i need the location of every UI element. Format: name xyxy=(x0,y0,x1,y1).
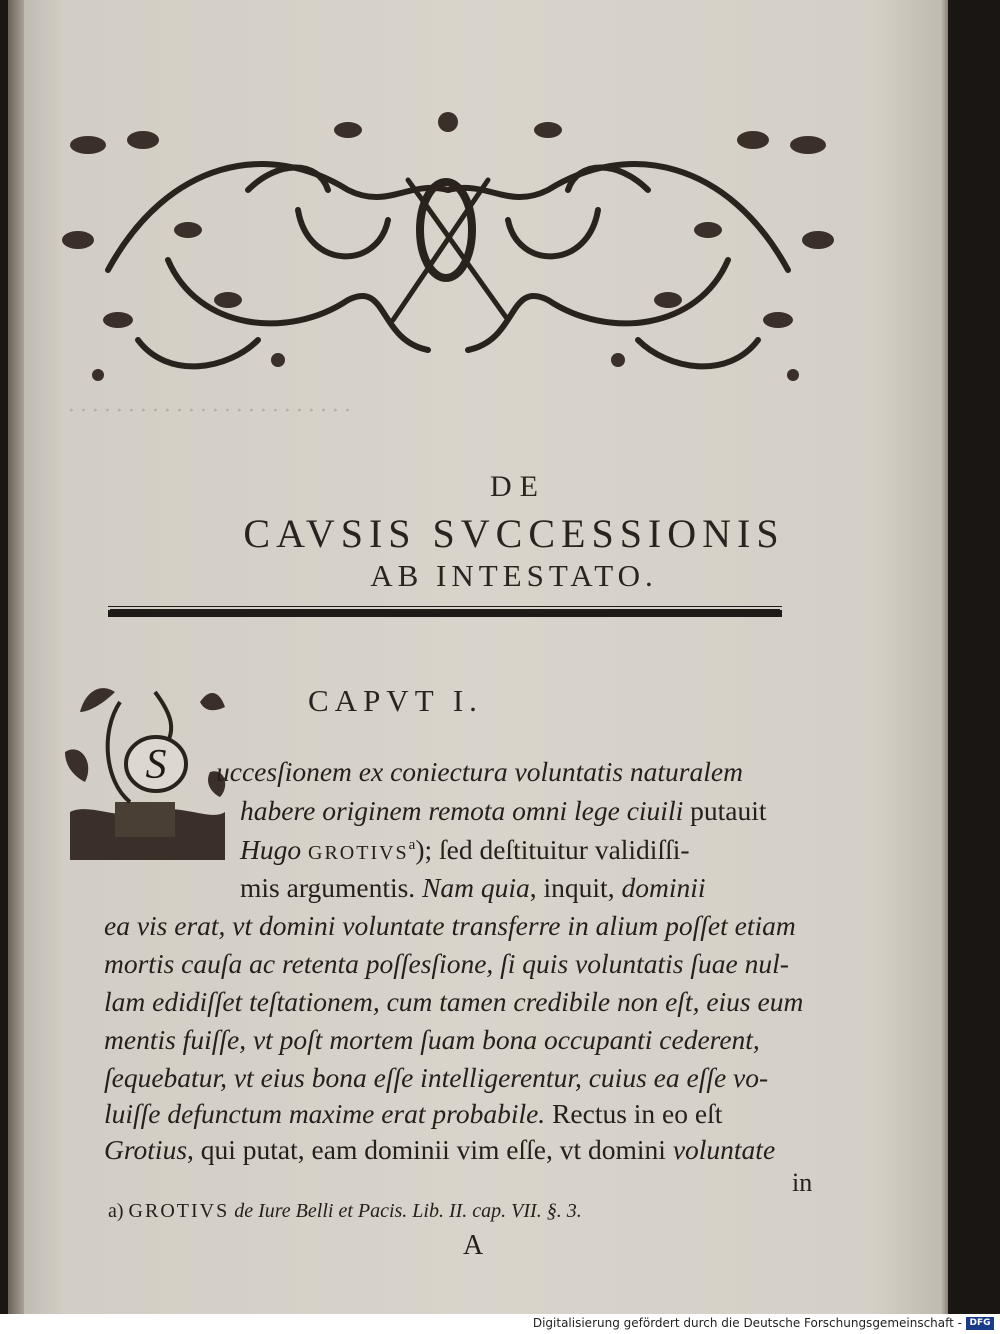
body-line: luiſſe defunctum maxime erat probabile. Rectus in eo eſt xyxy=(104,1098,723,1129)
body-line: mentis fuiſſe, vt poſt mortem ſuam bona occupanti cederent, xyxy=(104,1024,760,1055)
title-de: DE xyxy=(490,470,546,503)
body-line: ea vis erat, vt domini voluntate transferre in alium poſſet etiam xyxy=(104,910,796,941)
page-spine-shadow xyxy=(8,0,24,1314)
body-line: Hugo GROTIVS$^a$); ſed deſtituitur validiſſi- xyxy=(240,834,690,865)
body-line: uccesſionem ex coniectura voluntatis naturalem xyxy=(216,756,743,787)
title-rule xyxy=(108,610,782,617)
body-line: habere originem remota omni lege ciuili putauit xyxy=(240,795,767,826)
show-through-text: · · · · · · · · · · · · · · · · · · · · · · · · xyxy=(68,398,350,424)
signature-mark: A xyxy=(463,1230,484,1261)
catchword: in xyxy=(792,1168,813,1197)
chapter-heading: CAPVT I. xyxy=(308,683,483,718)
title-subtitle: AB INTESTATO. xyxy=(370,558,658,593)
body-line: ſequebatur, vt eius bona eſſe intelligerentur, cuius ea eſſe vo- xyxy=(104,1062,769,1093)
title-rule-thin xyxy=(108,606,782,607)
drop-cap-letter: S xyxy=(145,742,167,788)
body-line: Grotius, qui putat, eam dominii vim eſſe, vt domini voluntate xyxy=(104,1134,776,1165)
footer-bar xyxy=(0,1314,1000,1334)
page-title: CAVSIS SVCCESSIONIS xyxy=(243,511,785,556)
body-line: mortis cauſa ac retenta poſſesſione, ſi quis voluntatis ſuae nul- xyxy=(104,948,789,979)
funding-notice: Digitalisierung gefördert durch die Deutsche Forschungsgemeinschaft - xyxy=(532,1316,962,1330)
footnote: a) GROTIVS de Iure Belli et Pacis. Lib. II. cap. VII. §. 3. xyxy=(108,1200,582,1222)
page-edge-shadow xyxy=(940,0,948,1314)
body-line: lam edidiſſet teſtationem, cum tamen credibile non eſt, eius eum xyxy=(104,986,804,1017)
body-line: mis argumentis. Nam quia, inquit, dominii xyxy=(240,872,706,903)
headpiece-ornament xyxy=(48,100,848,390)
book-page xyxy=(8,0,948,1314)
dfg-logo: DFG xyxy=(966,1317,994,1330)
